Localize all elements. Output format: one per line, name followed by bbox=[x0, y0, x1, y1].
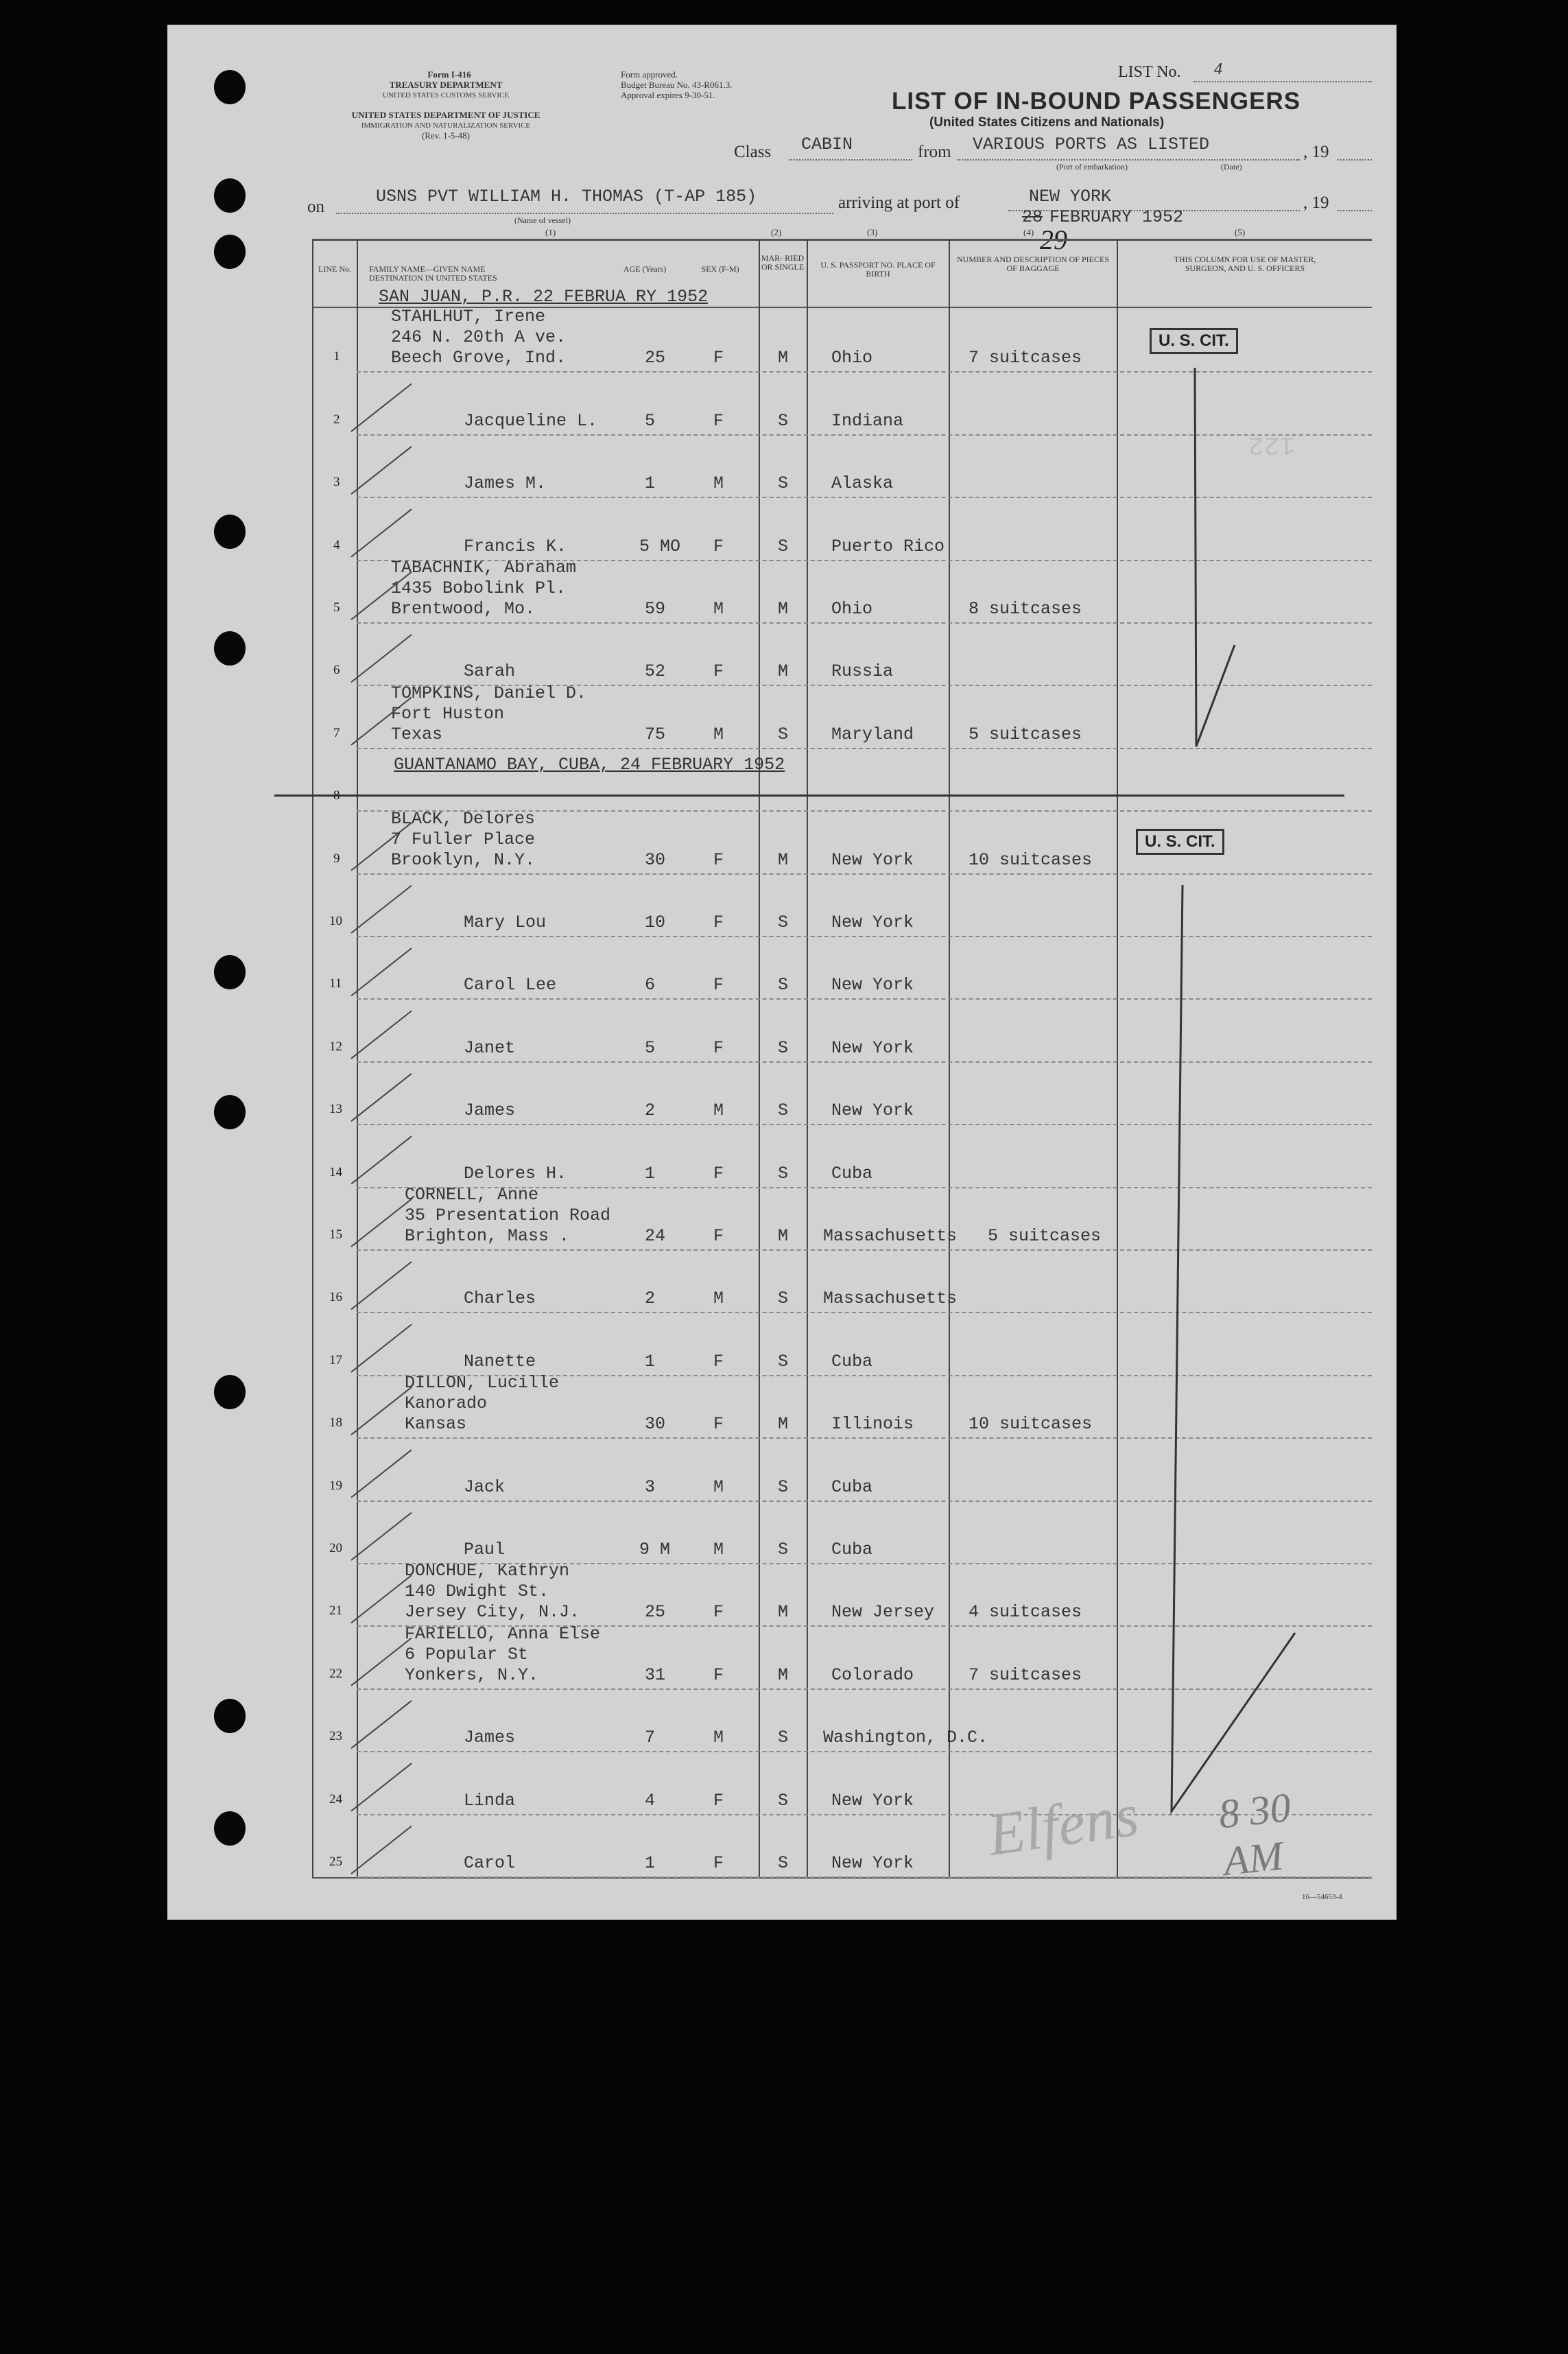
passenger-baggage: 7 suitcases bbox=[969, 1664, 1082, 1685]
passenger-marital-status: S bbox=[778, 536, 789, 556]
vessel-value: USNS PVT WILLIAM H. THOMAS (T-AP 185) bbox=[376, 187, 757, 207]
passenger-sex: F bbox=[713, 1853, 724, 1873]
line-number: 13 bbox=[329, 1102, 342, 1117]
passenger-address: Beech Grove, Ind. bbox=[391, 348, 567, 368]
col-num-3: (3) bbox=[867, 227, 878, 237]
passenger-address: Kansas bbox=[405, 1414, 467, 1435]
passenger-sex: M bbox=[713, 1540, 724, 1559]
passenger-birthplace: Massachusetts bbox=[823, 1226, 958, 1246]
passenger-baggage: 5 suitcases bbox=[969, 724, 1082, 744]
line-number: 22 bbox=[329, 1666, 342, 1681]
justice-dept: UNITED STATES DEPARTMENT OF JUSTICE bbox=[351, 110, 541, 120]
passenger-birthplace: Cuba bbox=[831, 1476, 873, 1497]
passenger-family-name: TABACHNIK, Abraham bbox=[391, 558, 577, 578]
passenger-birthplace: Puerto Rico bbox=[831, 536, 945, 556]
tick-mark bbox=[351, 1575, 412, 1623]
passenger-age: 2 bbox=[645, 1101, 656, 1121]
class-value: CABIN bbox=[801, 134, 853, 154]
tick-mark bbox=[351, 1450, 412, 1497]
tick-mark bbox=[351, 1136, 412, 1184]
passenger-age: 1 bbox=[645, 473, 656, 494]
passenger-sex: F bbox=[713, 849, 724, 870]
passenger-marital-status: S bbox=[778, 913, 789, 932]
passenger-family-name: TOMPKINS, Daniel D. bbox=[391, 683, 587, 703]
passenger-birthplace: Ohio bbox=[831, 348, 873, 368]
tick-mark bbox=[351, 635, 412, 682]
passenger-address: Kanorado bbox=[405, 1393, 488, 1414]
passenger-birthplace: New York bbox=[831, 1101, 914, 1121]
tick-mark bbox=[351, 1199, 412, 1247]
passenger-sex: F bbox=[713, 913, 724, 932]
passenger-birthplace: New Jersey bbox=[831, 1602, 935, 1623]
passenger-sex: F bbox=[713, 536, 724, 556]
tick-mark bbox=[351, 572, 412, 620]
tick-mark bbox=[351, 886, 412, 933]
year-label-1: , 19 bbox=[1303, 143, 1329, 161]
from-label: from bbox=[918, 143, 951, 161]
arrival-date: FEBRUARY 1952 bbox=[1049, 207, 1184, 227]
passenger-address: 35 Presentation Road bbox=[405, 1205, 611, 1225]
form-code: 16—54653-4 bbox=[1302, 1893, 1342, 1901]
passenger-age: 6 bbox=[645, 975, 656, 996]
list-no-value: 4 bbox=[1214, 60, 1222, 78]
passenger-birthplace: Indiana bbox=[831, 410, 904, 431]
passenger-address: Brooklyn, N.Y. bbox=[391, 849, 536, 870]
passenger-sex: M bbox=[713, 473, 724, 494]
passenger-given-name: James bbox=[464, 1101, 516, 1121]
passenger-marital-status: S bbox=[778, 1163, 789, 1184]
tick-mark bbox=[351, 1701, 412, 1748]
passenger-sex: F bbox=[713, 410, 724, 431]
passenger-age: 52 bbox=[645, 661, 666, 682]
passenger-marital-status: M bbox=[778, 348, 789, 368]
line-number: 7 bbox=[333, 725, 340, 740]
passenger-age: 59 bbox=[645, 599, 666, 619]
passenger-address: 140 Dwight St. bbox=[405, 1581, 549, 1602]
passenger-address: Brentwood, Mo. bbox=[391, 599, 536, 619]
passenger-sex: F bbox=[713, 1414, 724, 1435]
passenger-sex: F bbox=[713, 1163, 724, 1184]
passenger-baggage: 4 suitcases bbox=[969, 1602, 1082, 1623]
passenger-given-name: James M. bbox=[464, 473, 547, 494]
passenger-age: 4 bbox=[645, 1790, 656, 1811]
immigration-service: IMMIGRATION AND NATURALIZATION SERVICE bbox=[361, 121, 531, 130]
passenger-sex: F bbox=[713, 348, 724, 368]
line-number: 14 bbox=[329, 1164, 342, 1179]
passenger-marital-status: S bbox=[778, 724, 789, 744]
passenger-birthplace: New York bbox=[831, 975, 914, 996]
passenger-given-name: Mary Lou bbox=[464, 913, 547, 932]
passenger-age: 31 bbox=[645, 1664, 666, 1685]
col-num-4: (4) bbox=[1023, 227, 1034, 237]
line-number: 2 bbox=[333, 412, 340, 427]
passenger-age: 1 bbox=[645, 1351, 656, 1372]
form-number: Form I-416 bbox=[427, 69, 471, 80]
passenger-sex: F bbox=[713, 1790, 724, 1811]
us-citizen-stamp: U. S. CIT. bbox=[1136, 829, 1224, 855]
col-header-age: AGE (Years) bbox=[623, 264, 667, 274]
passenger-birthplace: New York bbox=[831, 849, 914, 870]
form-approved: Form approved. bbox=[621, 69, 678, 80]
passenger-given-name: Charles bbox=[464, 1288, 536, 1309]
line-number: 10 bbox=[329, 914, 342, 928]
col-header-baggage: NUMBER AND DESCRIPTION OF PIECES OF BAGGAGE bbox=[956, 255, 1110, 273]
passenger-given-name: Jack bbox=[464, 1476, 506, 1497]
us-citizen-stamp: U. S. CIT. bbox=[1150, 328, 1238, 354]
line-number: 16 bbox=[329, 1290, 342, 1305]
date-caption: (Date) bbox=[1221, 162, 1242, 172]
passenger-marital-status: M bbox=[778, 599, 789, 619]
passenger-age: 3 bbox=[645, 1476, 656, 1497]
passenger-sex: M bbox=[713, 724, 724, 744]
list-no-label: LIST No. bbox=[1118, 63, 1181, 81]
tick-marks bbox=[351, 384, 412, 1874]
passenger-given-name: Nanette bbox=[464, 1351, 536, 1372]
passenger-sex: M bbox=[713, 1728, 724, 1748]
passenger-sex: F bbox=[713, 1664, 724, 1685]
passenger-age: 75 bbox=[645, 724, 666, 744]
passenger-address: Fort Huston bbox=[391, 703, 505, 724]
passenger-birthplace: Russia bbox=[831, 661, 894, 682]
tick-mark bbox=[351, 1011, 412, 1058]
passenger-marital-status: M bbox=[778, 1602, 789, 1623]
passenger-sex: M bbox=[713, 1476, 724, 1497]
line-number: 3 bbox=[333, 475, 340, 490]
passenger-birthplace: New York bbox=[831, 1037, 914, 1058]
tick-mark bbox=[351, 1513, 412, 1560]
passenger-marital-status: M bbox=[778, 1664, 789, 1685]
line-number: 17 bbox=[329, 1352, 342, 1367]
passenger-birthplace: New York bbox=[831, 913, 914, 932]
passenger-age: 5 MO bbox=[639, 536, 681, 556]
passenger-family-name: STAHLHUT, Irene bbox=[391, 307, 546, 327]
line-number: 23 bbox=[329, 1729, 342, 1744]
passenger-baggage: 10 suitcases bbox=[969, 1414, 1093, 1435]
passenger-marital-status: S bbox=[778, 410, 789, 431]
tick-mark bbox=[351, 823, 412, 870]
col-header-name: FAMILY NAME—GIVEN NAME DESTINATION IN UNITED STATES bbox=[369, 264, 497, 283]
passenger-given-name: James bbox=[464, 1728, 516, 1748]
passenger-family-name: BLACK, Delores bbox=[391, 808, 536, 829]
budget-bureau: Budget Bureau No. 43-R061.3. bbox=[621, 80, 733, 90]
line-number: 24 bbox=[329, 1791, 342, 1806]
line-number: 12 bbox=[329, 1039, 342, 1054]
faint-margin-number: 122 bbox=[1248, 429, 1296, 459]
passenger-marital-status: S bbox=[778, 1037, 789, 1058]
arrival-date-handwritten: 29 bbox=[1040, 224, 1067, 255]
passenger-given-name: Jacqueline L. bbox=[464, 410, 598, 431]
passenger-baggage: 10 suitcases bbox=[969, 849, 1093, 870]
passenger-birthplace: Washington, D.C. bbox=[823, 1728, 988, 1748]
passenger-address: 7 Fuller Place bbox=[391, 829, 536, 849]
passenger-birthplace: Cuba bbox=[831, 1163, 873, 1184]
passenger-family-name: DILLON, Lucille bbox=[405, 1373, 560, 1393]
passenger-age: 5 bbox=[645, 410, 656, 431]
passenger-age: 30 bbox=[645, 849, 666, 870]
tick-mark bbox=[351, 697, 412, 744]
passenger-birthplace: New York bbox=[831, 1790, 914, 1811]
tick-mark bbox=[351, 1074, 412, 1121]
handwritten-time: 8 30 AM bbox=[1216, 1784, 1293, 1885]
passenger-baggage: 5 suitcases bbox=[988, 1226, 1102, 1246]
passenger-given-name: Carol Lee bbox=[464, 975, 557, 996]
section-guantanamo: GUANTANAMO BAY, CUBA, 24 FEBRUARY 1952 bbox=[394, 755, 785, 775]
customs-service: UNITED STATES CUSTOMS SERVICE bbox=[382, 91, 510, 99]
line-number: 6 bbox=[333, 663, 340, 678]
passenger-age: 2 bbox=[645, 1288, 656, 1309]
passenger-birthplace: New York bbox=[831, 1853, 914, 1873]
passenger-marital-status: M bbox=[778, 1226, 789, 1246]
passenger-sex: F bbox=[713, 661, 724, 682]
line-number: 9 bbox=[333, 851, 340, 866]
passenger-given-name: Sarah bbox=[464, 661, 516, 682]
passenger-marital-status: S bbox=[778, 1853, 789, 1873]
line-number: 25 bbox=[329, 1855, 342, 1869]
passenger-address: Jersey City, N.J. bbox=[405, 1602, 580, 1623]
passenger-baggage: 8 suitcases bbox=[969, 599, 1082, 619]
passenger-sex: M bbox=[713, 599, 724, 619]
passenger-birthplace: Cuba bbox=[831, 1351, 873, 1372]
passenger-marital-status: S bbox=[778, 473, 789, 494]
col-header-line: LINE No. bbox=[318, 264, 351, 274]
col-num-1: (1) bbox=[545, 227, 556, 237]
check-stroke-upper bbox=[1195, 368, 1235, 746]
on-label: on bbox=[307, 198, 324, 216]
passenger-given-name: Carol bbox=[464, 1853, 516, 1873]
passenger-birthplace: Massachusetts bbox=[823, 1288, 958, 1309]
line-number: 1 bbox=[333, 349, 340, 364]
tick-mark bbox=[351, 1262, 412, 1309]
class-label: Class bbox=[734, 143, 772, 161]
passenger-marital-status: S bbox=[778, 1476, 789, 1497]
tick-mark bbox=[351, 948, 412, 996]
passenger-sex: F bbox=[713, 1351, 724, 1372]
tick-mark bbox=[351, 1638, 412, 1685]
line-number: 5 bbox=[333, 600, 340, 615]
passenger-birthplace: Illinois bbox=[831, 1414, 914, 1435]
passenger-birthplace: Colorado bbox=[831, 1664, 914, 1685]
passenger-address: 1435 Bobolink Pl. bbox=[391, 578, 567, 598]
passenger-family-name: DONCHUE, Kathryn bbox=[405, 1561, 570, 1581]
tick-mark bbox=[351, 384, 412, 431]
passenger-birthplace: Cuba bbox=[831, 1540, 873, 1559]
passenger-age: 5 bbox=[645, 1037, 656, 1058]
passenger-age: 10 bbox=[645, 913, 666, 932]
tick-mark bbox=[351, 1826, 412, 1874]
passenger-age: 1 bbox=[645, 1853, 656, 1873]
passenger-age: 25 bbox=[645, 1602, 666, 1623]
port-embark-caption: (Port of embarkation) bbox=[1056, 162, 1128, 172]
line-number: 20 bbox=[329, 1541, 342, 1555]
passenger-age: 24 bbox=[645, 1226, 666, 1246]
passenger-sex: F bbox=[713, 1602, 724, 1623]
passenger-given-name: Linda bbox=[464, 1790, 516, 1811]
col-header-officers: THIS COLUMN FOR USE OF MASTER, SURGEON, AND U. S. OFFICERS bbox=[1174, 255, 1316, 273]
passenger-given-name: Janet bbox=[464, 1037, 516, 1058]
passenger-sex: F bbox=[713, 1037, 724, 1058]
passenger-age: 25 bbox=[645, 348, 666, 368]
port-value: NEW YORK bbox=[1029, 187, 1112, 207]
tick-mark bbox=[351, 1387, 412, 1435]
revision: (Rev. 1-5-48) bbox=[422, 130, 470, 141]
passenger-marital-status: S bbox=[778, 975, 789, 996]
tick-mark bbox=[351, 1763, 412, 1811]
line-number: 4 bbox=[333, 537, 340, 552]
passenger-age: 7 bbox=[645, 1728, 656, 1748]
handwritten-signature: Elfens bbox=[984, 1782, 1143, 1869]
col-header-sex: SEX (F-M) bbox=[701, 264, 739, 274]
passenger-marital-status: S bbox=[778, 1540, 789, 1559]
passenger-marital-status: M bbox=[778, 661, 789, 682]
arriving-label: arriving at port of bbox=[838, 193, 960, 212]
form-title: LIST OF IN-BOUND PASSENGERS bbox=[892, 88, 1301, 115]
passenger-marital-status: S bbox=[778, 1288, 789, 1309]
passenger-baggage: 7 suitcases bbox=[969, 348, 1082, 368]
vessel-caption: (Name of vessel) bbox=[514, 215, 571, 225]
line-number: 11 bbox=[329, 976, 342, 991]
passenger-marital-status: S bbox=[778, 1790, 789, 1811]
col-header-married: MAR- RIED OR SINGLE bbox=[761, 253, 805, 272]
passenger-sex: F bbox=[713, 1226, 724, 1246]
passenger-address: 246 N. 20th A ve. bbox=[391, 327, 567, 348]
passenger-marital-status: S bbox=[778, 1728, 789, 1748]
passenger-birthplace: Alaska bbox=[831, 473, 894, 494]
passenger-address: 6 Popular St bbox=[405, 1644, 529, 1664]
passenger-given-name: Francis K. bbox=[464, 536, 567, 556]
passenger-given-name: Paul bbox=[464, 1540, 506, 1559]
passenger-address: Texas bbox=[391, 724, 443, 744]
approval-expires: Approval expires 9-30-51. bbox=[621, 90, 715, 100]
col-num-2: (2) bbox=[771, 227, 782, 237]
passenger-marital-status: M bbox=[778, 849, 789, 870]
passenger-age: 9 M bbox=[639, 1540, 671, 1559]
form-subtitle: (United States Citizens and Nationals) bbox=[929, 115, 1165, 130]
col-num-5: (5) bbox=[1235, 227, 1246, 237]
passenger-age: 1 bbox=[645, 1163, 656, 1184]
arrival-date-struck: 28 bbox=[1022, 207, 1043, 227]
check-stroke-lower bbox=[1172, 885, 1295, 1811]
passenger-sex: M bbox=[713, 1101, 724, 1121]
passenger-sex: F bbox=[713, 975, 724, 996]
passenger-sex: M bbox=[713, 1288, 724, 1309]
passenger-family-name: FARIELLO, Anna Else bbox=[405, 1623, 601, 1644]
section-san-juan: SAN JUAN, P.R. 22 FEBRUA RY 1952 bbox=[379, 287, 709, 307]
col-header-passport: U. S. PASSPORT NO. PLACE OF BIRTH bbox=[820, 260, 936, 279]
tick-mark bbox=[351, 509, 412, 556]
passenger-age: 30 bbox=[645, 1414, 666, 1435]
passenger-given-name: Delores H. bbox=[464, 1163, 567, 1184]
treasury-dept: TREASURY DEPARTMENT bbox=[389, 80, 503, 90]
passenger-birthplace: Maryland bbox=[831, 724, 914, 744]
passenger-marital-status: S bbox=[778, 1101, 789, 1121]
line-number: 21 bbox=[329, 1603, 342, 1619]
line-number: 19 bbox=[329, 1478, 342, 1493]
tick-mark bbox=[351, 1324, 412, 1372]
passenger-family-name: CORNELL, Anne bbox=[405, 1185, 539, 1205]
from-value: VARIOUS PORTS AS LISTED bbox=[973, 134, 1210, 154]
passenger-address: Brighton, Mass . bbox=[405, 1226, 570, 1246]
passenger-address: Yonkers, N.Y. bbox=[405, 1664, 539, 1685]
year-label-2: , 19 bbox=[1303, 193, 1329, 212]
tick-mark bbox=[351, 447, 412, 494]
passenger-marital-status: M bbox=[778, 1414, 789, 1435]
passenger-marital-status: S bbox=[778, 1351, 789, 1372]
passenger-birthplace: Ohio bbox=[831, 599, 873, 619]
line-number: 18 bbox=[329, 1415, 342, 1431]
line-number: 15 bbox=[329, 1227, 342, 1242]
line-number: 8 bbox=[333, 788, 340, 803]
